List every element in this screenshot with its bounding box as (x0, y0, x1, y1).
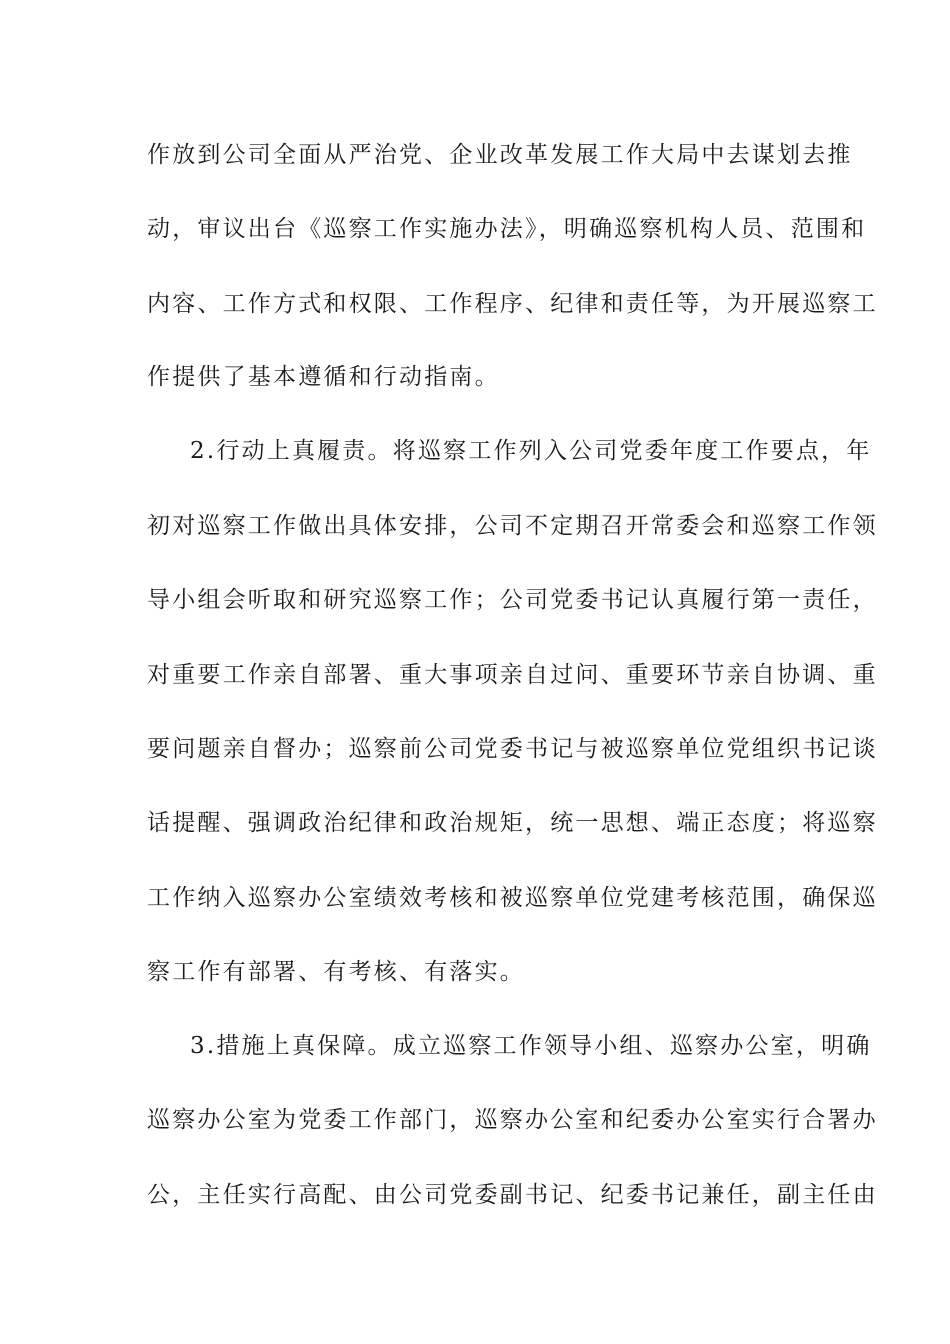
paragraph-line: 2.行动上真履责。将巡察工作列入公司党委年度工作要点，年 (190, 438, 872, 464)
paragraph-line: 巡察办公室为党委工作部门，巡察办公室和纪委办公室实行合署办 (147, 1107, 878, 1133)
paragraph-line: 公，主任实行高配、由公司党委副书记、纪委书记兼任，副主任由 (147, 1182, 878, 1208)
paragraph-line: 工作纳入巡察办公室绩效考核和被巡察单位党建考核范围，确保巡 (147, 885, 878, 911)
paragraph-line: 作提供了基本遵循和行动指南。 (147, 364, 500, 390)
paragraph-line: 话提醒、强调政治纪律和政治规矩，统一思想、端正态度；将巡察 (147, 810, 878, 836)
paragraph-line: 3.措施上真保障。成立巡察工作领导小组、巡察办公室，明确 (190, 1033, 872, 1059)
paragraph-line: 内容、工作方式和权限、工作程序、纪律和责任等，为开展巡察工 (147, 291, 878, 317)
paragraph-line: 动，审议出台《巡察工作实施办法》，明确巡察机构人员、范围和 (147, 216, 867, 242)
paragraph-line: 察工作有部署、有考核、有落实。 (147, 959, 525, 985)
paragraph-line: 导小组会听取和研究巡察工作；公司党委书记认真履行第一责任， (147, 587, 878, 613)
paragraph-line: 对重要工作亲自部署、重大事项亲自过问、重要环节亲自协调、重 (147, 662, 878, 688)
paragraph-line: 初对巡察工作做出具体安排，公司不定期召开常委会和巡察工作领 (147, 513, 878, 539)
paragraph-line: 作放到公司全面从严治党、企业改革发展工作大局中去谋划去推 (147, 142, 853, 168)
paragraph-line: 要问题亲自督办；巡察前公司党委书记与被巡察单位党组织书记谈 (147, 736, 878, 762)
